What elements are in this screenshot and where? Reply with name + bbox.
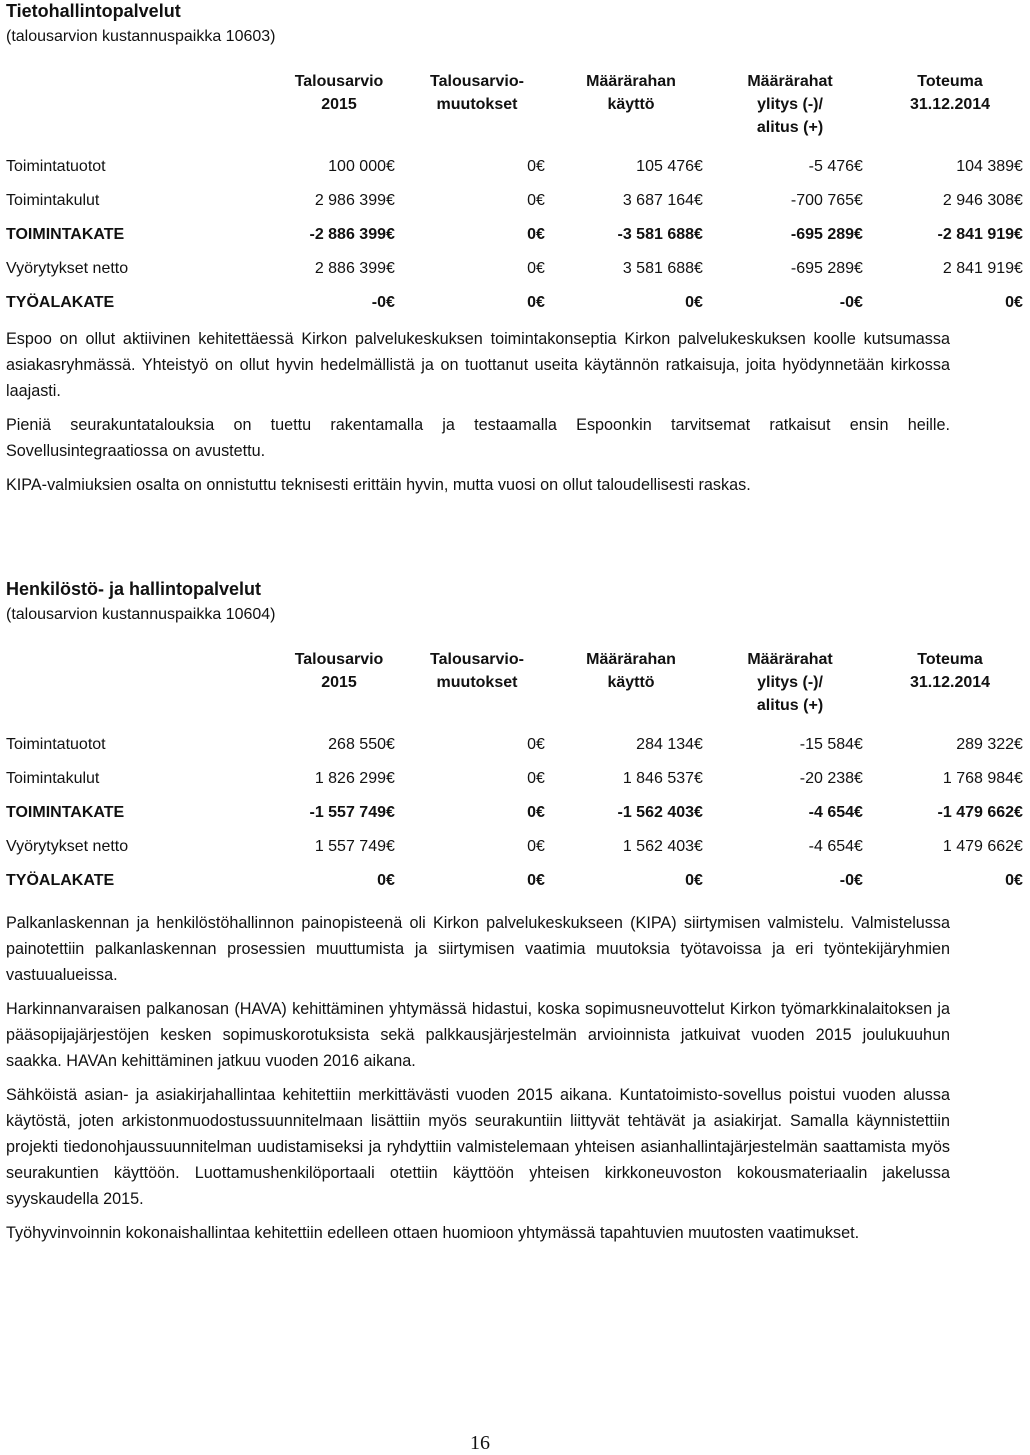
value-cell: -3 581 688 — [617, 226, 695, 243]
euro-sign: € — [1014, 226, 1023, 243]
euro-sign: € — [536, 838, 545, 855]
table-row — [6, 150, 1030, 184]
row-label: Toimintatuotot — [6, 158, 106, 175]
value-cell: -0 — [839, 872, 855, 889]
row-label: TOIMINTAKATE — [6, 804, 125, 821]
section-tietohallintopalvelut — [6, 0, 1023, 506]
euro-sign: € — [386, 872, 395, 889]
euro-sign: € — [386, 804, 395, 821]
value-cell: 289 322 — [956, 736, 1015, 753]
value-cell: 100 000 — [328, 158, 386, 175]
euro-sign: € — [536, 872, 545, 889]
value-cell: 0 — [685, 872, 695, 889]
section-title: Tietohallintopalvelut — [6, 1, 181, 21]
euro-sign: € — [694, 158, 703, 175]
section-henkilosto-ja-hallintopalvelut — [6, 578, 1023, 1254]
value-cell: 1 846 537 — [622, 770, 695, 787]
header-cell: Toteuma 31.12.2014 — [910, 651, 991, 691]
euro-sign: € — [386, 192, 395, 209]
value-cell: -695 289 — [790, 260, 855, 277]
euro-sign: € — [386, 260, 395, 277]
value-cell: 1 557 749 — [314, 838, 386, 855]
header-cell: Määrärahan käyttö — [586, 651, 676, 691]
table-row — [6, 252, 1030, 286]
section-text — [6, 910, 950, 1246]
euro-sign: € — [854, 226, 863, 243]
value-cell: -0 — [839, 294, 855, 311]
euro-sign: € — [694, 838, 703, 855]
value-cell: 105 476 — [636, 158, 695, 175]
value-cell: 104 389 — [956, 158, 1015, 175]
table-row — [6, 184, 1030, 218]
euro-sign: € — [1014, 770, 1023, 787]
value-cell: 3 687 164 — [622, 192, 695, 209]
euro-sign: € — [1014, 294, 1023, 311]
euro-sign: € — [854, 158, 863, 175]
euro-sign: € — [694, 872, 703, 889]
table-header-row — [6, 70, 1030, 150]
euro-sign: € — [694, 226, 703, 243]
row-label: TYÖALAKATE — [6, 872, 115, 889]
value-cell: 2 946 308 — [942, 192, 1015, 209]
header-cell: Määrärahat ylitys (-)/ alitus (+) — [747, 651, 833, 714]
value-cell: -695 289 — [790, 226, 855, 243]
value-cell: -0 — [371, 294, 386, 311]
euro-sign: € — [694, 192, 703, 209]
euro-sign: € — [854, 260, 863, 277]
euro-sign: € — [536, 192, 545, 209]
paragraph: KIPA-valmiuksien osalta on onnistuttu teknisesti erittäin hyvin, mutta vuosi on ollut taloudellisesti raskas. — [6, 476, 751, 494]
table-row — [6, 728, 1030, 762]
euro-sign: € — [536, 804, 545, 821]
paragraph: Palkanlaskennan ja henkilöstöhallinnon painopisteenä oli Kirkon palvelukeskukseen (KIPA) siirtymisen valmistelu. Valmistelussa painotettiin palkanlaskennan prosessien muuttumista ja siirtymisen vaatimia muutoksia työtavoissa ja eri työntekijäryhmien vastuualueissa. — [6, 914, 950, 984]
table-row — [6, 864, 1030, 898]
euro-sign: € — [536, 260, 545, 277]
row-label: Toimintakulut — [6, 770, 100, 787]
euro-sign: € — [694, 736, 703, 753]
value-cell: 0 — [527, 804, 536, 821]
row-label: Toimintakulut — [6, 192, 100, 209]
header-cell: Talousarvio 2015 — [294, 651, 384, 691]
value-cell: 0 — [377, 872, 386, 889]
value-cell: 1 479 662 — [942, 838, 1015, 855]
euro-sign: € — [536, 226, 545, 243]
euro-sign: € — [1014, 804, 1023, 821]
section-subtitle: (talousarvion kustannuspaikka 10604) — [6, 606, 276, 623]
value-cell: -5 476 — [808, 158, 855, 175]
page-number: 16 — [470, 1432, 490, 1454]
euro-sign: € — [536, 770, 545, 787]
header-cell: Talousarvio- muutokset — [430, 73, 524, 113]
value-cell: 0 — [527, 158, 536, 175]
value-cell: 0 — [527, 872, 536, 889]
row-label: TYÖALAKATE — [6, 294, 115, 311]
value-cell: 284 134 — [636, 736, 695, 753]
euro-sign: € — [1014, 192, 1023, 209]
value-cell: -1 562 403 — [617, 804, 695, 821]
row-label: Vyörytykset netto — [6, 838, 129, 855]
value-cell: 0 — [1005, 294, 1015, 311]
table-row — [6, 218, 1030, 252]
euro-sign: € — [536, 736, 545, 753]
value-cell: -1 479 662 — [937, 804, 1015, 821]
section-text — [6, 326, 950, 498]
euro-sign: € — [854, 872, 863, 889]
value-cell: 2 886 399 — [314, 260, 386, 277]
table-row — [6, 830, 1030, 864]
euro-sign: € — [854, 804, 863, 821]
value-cell: -4 654 — [808, 838, 855, 855]
section-title: Henkilöstö- ja hallintopalvelut — [6, 579, 262, 599]
euro-sign: € — [854, 770, 863, 787]
value-cell: -15 584 — [799, 736, 855, 753]
header-cell: Talousarvio- muutokset — [430, 651, 524, 691]
value-cell: 0 — [527, 260, 536, 277]
euro-sign: € — [694, 804, 703, 821]
euro-sign: € — [386, 294, 395, 311]
euro-sign: € — [536, 294, 545, 311]
value-cell: -4 654 — [808, 804, 855, 821]
euro-sign: € — [854, 192, 863, 209]
value-cell: 0 — [1005, 872, 1015, 889]
row-label: TOIMINTAKATE — [6, 226, 125, 243]
table-header-row — [6, 648, 1030, 728]
value-cell: 0 — [527, 226, 536, 243]
row-label: Vyörytykset netto — [6, 260, 129, 277]
euro-sign: € — [386, 736, 395, 753]
value-cell: 0 — [527, 838, 536, 855]
value-cell: 1 562 403 — [622, 838, 695, 855]
euro-sign: € — [386, 770, 395, 787]
header-label-cell — [6, 648, 246, 728]
paragraph: Työhyvinvoinnin kokonaishallintaa kehitettiin edelleen ottaen huomioon yhtymässä tapahtuvien muutosten vaatimukset. — [6, 1224, 860, 1242]
euro-sign: € — [386, 226, 395, 243]
value-cell: 3 581 688 — [622, 260, 695, 277]
table-row — [6, 796, 1030, 830]
value-cell: 0 — [527, 294, 536, 311]
header-cell: Määrärahat ylitys (-)/ alitus (+) — [747, 73, 833, 136]
value-cell: 0 — [527, 192, 536, 209]
paragraph: Pieniä seurakuntatalouksia on tuettu rakentamalla ja testaamalla Espoonkin tarvitsemat ratkaisut ensin heille. Sovellusintegraatiossa on avustettu. — [6, 416, 950, 460]
value-cell: 0 — [527, 770, 536, 787]
euro-sign: € — [694, 260, 703, 277]
value-cell: 268 550 — [328, 736, 386, 753]
euro-sign: € — [386, 158, 395, 175]
paragraph: Harkinnanvaraisen palkanosan (HAVA) kehittäminen yhtymässä hidastui, koska sopimusneuvottelut Kirkon työmarkkinalaitoksen ja pääsopijajärjestöjen kesken sopimuskorotuksista sekä palkkausjärjestelmän arvioinnista jatkuivat vuoden 2015 joulukuuhun saakka. HAVAn kehittäminen jatkuu vuoden 2016 aikana. — [6, 1000, 950, 1070]
budget-table — [6, 648, 1030, 898]
value-cell: 2 841 919 — [942, 260, 1015, 277]
euro-sign: € — [854, 294, 863, 311]
header-cell: Toteuma 31.12.2014 — [910, 73, 991, 113]
paragraph: Sähköistä asian- ja asiakirjahallintaa kehitettiin merkittävästi vuoden 2015 aikana. Kuntatoimisto-sovellus poistui vuoden alussa käytöstä, joten arkistonmuodostussuunnitelmaan lisättiin myös seurakuntiin liittyvät tehtävät ja asiakirjat. Samalla käynnistettiin projekti tiedonohjaussuunnitelman uudistamiseksi ja ryhdyttiin valmistelemaan yhteisen asianhallintajärjestelmän saattamista myös seurakuntien käyttöön. Luottamushenkilöportaali otettiin käyttöön yhteisen kirkkoneuvoston kokousmateriaalin jakelussa syyskaudella 2015. — [6, 1086, 950, 1208]
value-cell: -20 238 — [799, 770, 855, 787]
euro-sign: € — [1014, 736, 1023, 753]
euro-sign: € — [1014, 838, 1023, 855]
value-cell: -2 841 919 — [937, 226, 1015, 243]
euro-sign: € — [1014, 872, 1023, 889]
euro-sign: € — [1014, 260, 1023, 277]
paragraph: Espoo on ollut aktiivinen kehitettäessä Kirkon palvelukeskuksen toimintakonseptia Kirkon palvelukeskuksen koolle kutsumassa asiakasryhmässä. Yhteistyö on ollut hyvin hedelmällistä ja on tuottanut useita käytännön ratkaisuja, joita hyödynnetään kirkossa laajasti. — [6, 330, 950, 400]
value-cell: 1 826 299 — [314, 770, 386, 787]
value-cell: 1 768 984 — [942, 770, 1015, 787]
value-cell: 2 986 399 — [314, 192, 386, 209]
budget-table — [6, 70, 1030, 320]
euro-sign: € — [694, 294, 703, 311]
euro-sign: € — [694, 770, 703, 787]
row-label: Toimintatuotot — [6, 736, 106, 753]
value-cell: 0 — [685, 294, 695, 311]
value-cell: -1 557 749 — [309, 804, 386, 821]
table-row — [6, 286, 1030, 320]
value-cell: -2 886 399 — [309, 226, 386, 243]
euro-sign: € — [1014, 158, 1023, 175]
euro-sign: € — [854, 838, 863, 855]
value-cell: -700 765 — [790, 192, 855, 209]
header-cell: Määrärahan käyttö — [586, 73, 676, 113]
table-row — [6, 762, 1030, 796]
euro-sign: € — [386, 838, 395, 855]
euro-sign: € — [536, 158, 545, 175]
value-cell: 0 — [527, 736, 536, 753]
euro-sign: € — [854, 736, 863, 753]
header-cell: Talousarvio 2015 — [294, 73, 384, 113]
header-label-cell — [6, 70, 246, 150]
section-subtitle: (talousarvion kustannuspaikka 10603) — [6, 28, 276, 45]
